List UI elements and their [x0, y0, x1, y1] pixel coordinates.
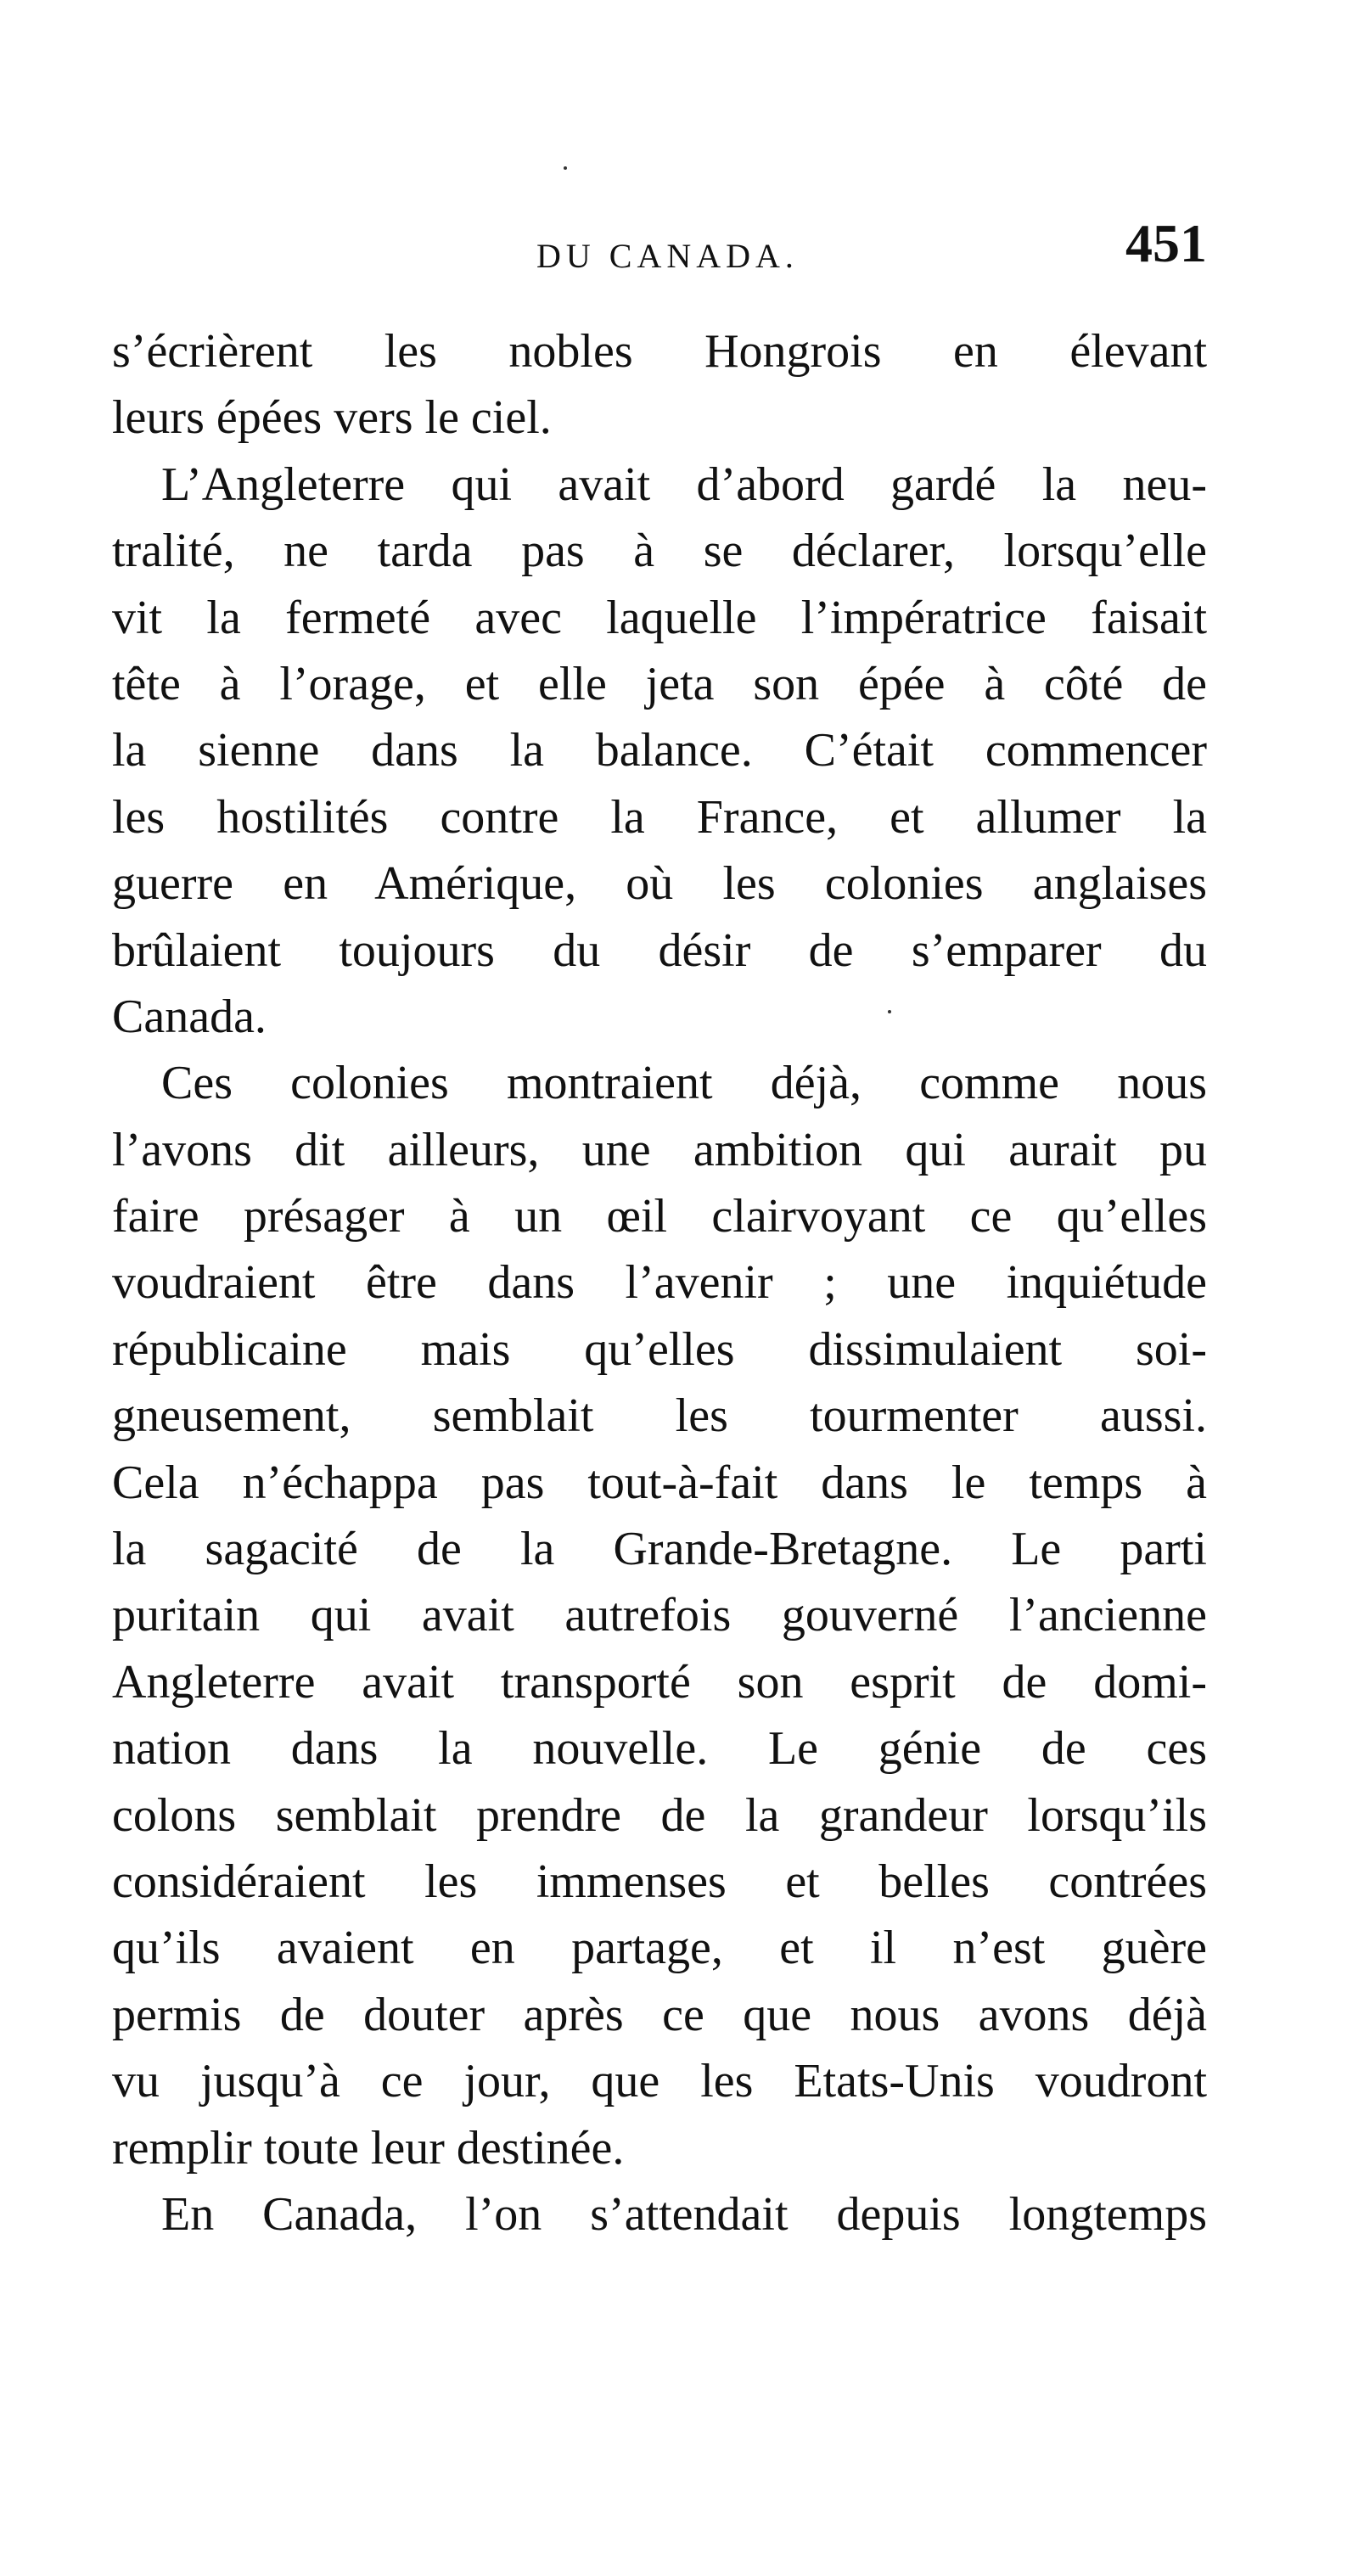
- text-line: remplir toute leur destinée.: [112, 2121, 625, 2175]
- ink-speck: [564, 166, 567, 170]
- running-title: DU CANADA.: [536, 237, 799, 275]
- text-line: tête à l’orage, et elle jeta son épée à côté de: [112, 657, 1207, 710]
- text-line: En Canada, l’on s’attendait depuis longtemps: [161, 2187, 1207, 2241]
- text-line: les hostilités contre la France, et allumer la: [112, 790, 1207, 844]
- running-head: [112, 212, 1207, 289]
- text-line: la sagacité de la Grande-Bretagne. Le parti: [112, 1523, 1207, 1576]
- text-line: Canada.: [112, 990, 267, 1043]
- body-text: [112, 318, 1207, 2248]
- text-line: l’avons dit ailleurs, une ambition qui aurait pu: [112, 1123, 1207, 1176]
- text-line: guerre en Amérique, où les colonies anglaises: [112, 857, 1207, 911]
- text-line: permis de douter après ce que nous avons déjà: [112, 1988, 1207, 2041]
- text-line: tralité, ne tarda pas à se déclarer, lorsqu’elle: [112, 525, 1207, 578]
- text-line: leurs épées vers le ciel.: [112, 391, 552, 445]
- text-line: vu jusqu’à ce jour, que les Etats-Unis voudront: [112, 2055, 1207, 2108]
- text-line: Ces colonies montraient déjà, comme nous: [161, 1057, 1207, 1110]
- text-line: gneusement, semblait les tourmenter aussi.: [112, 1389, 1207, 1443]
- text-line: la sienne dans la balance. C’était commencer: [112, 724, 1207, 777]
- text-line: L’Angleterre qui avait d’abord gardé la neu-: [161, 457, 1207, 511]
- text-line: nation dans la nouvelle. Le génie de ces: [112, 1722, 1207, 1776]
- text-line: puritain qui avait autrefois gouverné l’ancienne: [112, 1589, 1207, 1642]
- text-line: vit la fermeté avec laquelle l’impératrice faisait: [112, 591, 1207, 644]
- text-line: républicaine mais qu’elles dissimulaient soi-: [112, 1322, 1207, 1376]
- text-line: Angleterre avait transporté son esprit de domi-: [112, 1655, 1207, 1709]
- text-line: s’écrièrent les nobles Hongrois en élevant: [112, 325, 1207, 378]
- text-line: voudraient être dans l’avenir ; une inquiétude: [112, 1256, 1207, 1310]
- text-line: considéraient les immenses et belles contrées: [112, 1855, 1207, 1908]
- text-line: Cela n’échappa pas tout-à-fait dans le temps à: [112, 1456, 1207, 1509]
- page-number: 451: [1125, 213, 1207, 273]
- text-line: colons semblait prendre de la grandeur lorsqu’ils: [112, 1788, 1207, 1842]
- text-line: faire présager à un œil clairvoyant ce qu’elles: [112, 1190, 1207, 1243]
- text-line: qu’ils avaient en partage, et il n’est guère: [112, 1922, 1207, 1975]
- text-line: brûlaient toujours du désir de s’emparer du: [112, 923, 1207, 977]
